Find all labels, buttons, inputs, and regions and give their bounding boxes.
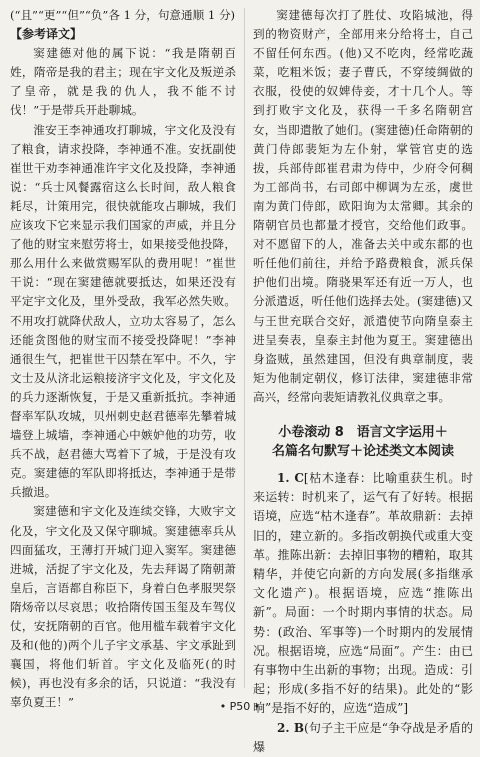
answer-1-text: [枯木逢春：比喻重获生机。时来运转：时机来了，运气有了好转。根据语境，应选“枯木逢春”。革故鼎新：去掉旧的，建立新的。多指改朝换代或重大变革。推陈出新：去掉旧事物的糟粕，取其精华，并使它向新的方向发展(多指继承文化遗产)。根据语境，应选“推陈出新”。局面：一个时期内事情的状态。局势：(政治、军事等)一个时期内的发展情况。根据语境，应选“局面”。产生：由已有事物中生出新的事物；出现。造成：引起；形成(多指不好的结果)。此处的“影响”是指不好的，应选“造成”] [253, 470, 473, 716]
right-column [253, 6, 473, 757]
reference-translation-heading: 【参考译文】 [10, 27, 83, 42]
answer-1 [253, 469, 473, 719]
column-divider [244, 8, 245, 688]
section-title [253, 423, 473, 461]
left-column [10, 6, 236, 712]
translation-paragraph-4: 窦建德每次打了胜仗、攻陷城池，得到的物资财产，全部用来分给将士，自己不留任何东西。(他)又不吃肉，经常吃蔬菜，吃粗米饭；妻子曹氏，不穿绫绸做的衣服，役使的奴婢侍妾，才十几个人。等到打败宇文化及，获得一千多名隋朝宫女，当即遣散了她们。(窦建德)任命隋朝的黄门侍郎裴矩为左仆射，掌管官吏的选拔，兵部侍郎崔君肃为侍中，少府令何稠为工部尚书，右司郎中柳调为左丞，虞世南为黄门侍郎，欧阳询为太常卿。其余的隋朝官员也都量才授官，交给他们政事。对不愿留下的人，准备去关中或东都的也听任他们前往，并给予路费粮食，派兵保护他们出境。隋骁果军还有近一万人，也分派遣返，听任他们选择去处。(窦建德)又与王世充联合交好，派遣使节向隋皇泰主进呈奏表，皇泰主封他为夏王。窦建德出身盗贼，虽然建国，但没有典章制度，裴矩为他制定朝仪，修订法律，窦建德非常高兴，经常向裴矩请教礼仪典章之事。 [253, 8, 473, 404]
answer-2-number: 2. B [277, 720, 305, 735]
section-title-line-1: 小卷滚动 8 语言文字运用＋ [278, 424, 448, 440]
answer-2 [253, 719, 473, 757]
translation-paragraph-2: 淮安王李神通攻打聊城，宇文化及没有了粮食，请求投降，李神通不准。安抚副使崔世干劝李神通准许宇文化及投降，李神通说：“兵士风餐露宿这么长时间，敌人粮食耗尽，计策用完，很快就能攻占聊城，我们应该攻下它来显示我们国家的声威，并且分了他的财宝来慰劳将士，如果接受他投降，那么用什么来做赏赐军队的费用呢！”崔世干说：“现在窦建德就要抵达，如果还没有平定宇文化及，里外受敌，我军必然失败。不用攻打就降伏敌人，立功太容易了，怎么还能贪图他的财宝而不接受投降呢！”李神通很生气，把崔世干囚禁在军中。不久，宇文士及从济北运粮接济宇文化及，宇文化及的兵力逐渐恢复，于是又重新抵抗。李神通督率军队攻城，贝州刺史赵君德率先攀着城墙登上城墙，李神通心中嫉妒他的功劳，收兵不战，赵君德大骂着下了城，于是没有攻克。窦建德的军队即将抵达，李神通于是带兵撤退。 [10, 122, 236, 500]
answer-1-number: 1. C [277, 470, 304, 485]
page-number: • P50 • [219, 700, 261, 713]
section-title-line-2: 名篇名句默写＋论述类文本阅读 [271, 443, 454, 459]
score-note: (“且”“更”“但”“负”各 1 分，句意通顺 1 分) [10, 8, 236, 22]
translation-paragraph-3: 窦建德和宇文化及连续交锋，大败宇文化及，宇文化及又保守聊城。窦建德率兵从四面猛攻，王薄打开城门迎入窦军。窦建德进城，活捉了宇文化及，先去拜谒了隋朝萧皇后，言语都自称臣下，身着白色孝服哭祭隋炀帝以尽哀思；收拾隋传国玉玺及车驾仪仗，安抚隋朝的百官。他用槛车载着宇文化及和(他的)两个儿子宇文承基、宇文承趾到襄国，将他们斩首。宇文化及临死(的时候)，再也没有多余的话，只说道：“我没有辜负夏王！” [10, 504, 236, 710]
answer-2-text: (句子主干应是“争夺战是矛盾的爆 [253, 720, 473, 754]
translation-paragraph-1: 窦建德对他的属下说：“我是隋朝百姓，隋帝是我的君主；现在宇文化及叛逆杀了皇帝，就是我的仇人，我不能不讨伐！”于是带兵开赴聊城。 [10, 46, 236, 118]
